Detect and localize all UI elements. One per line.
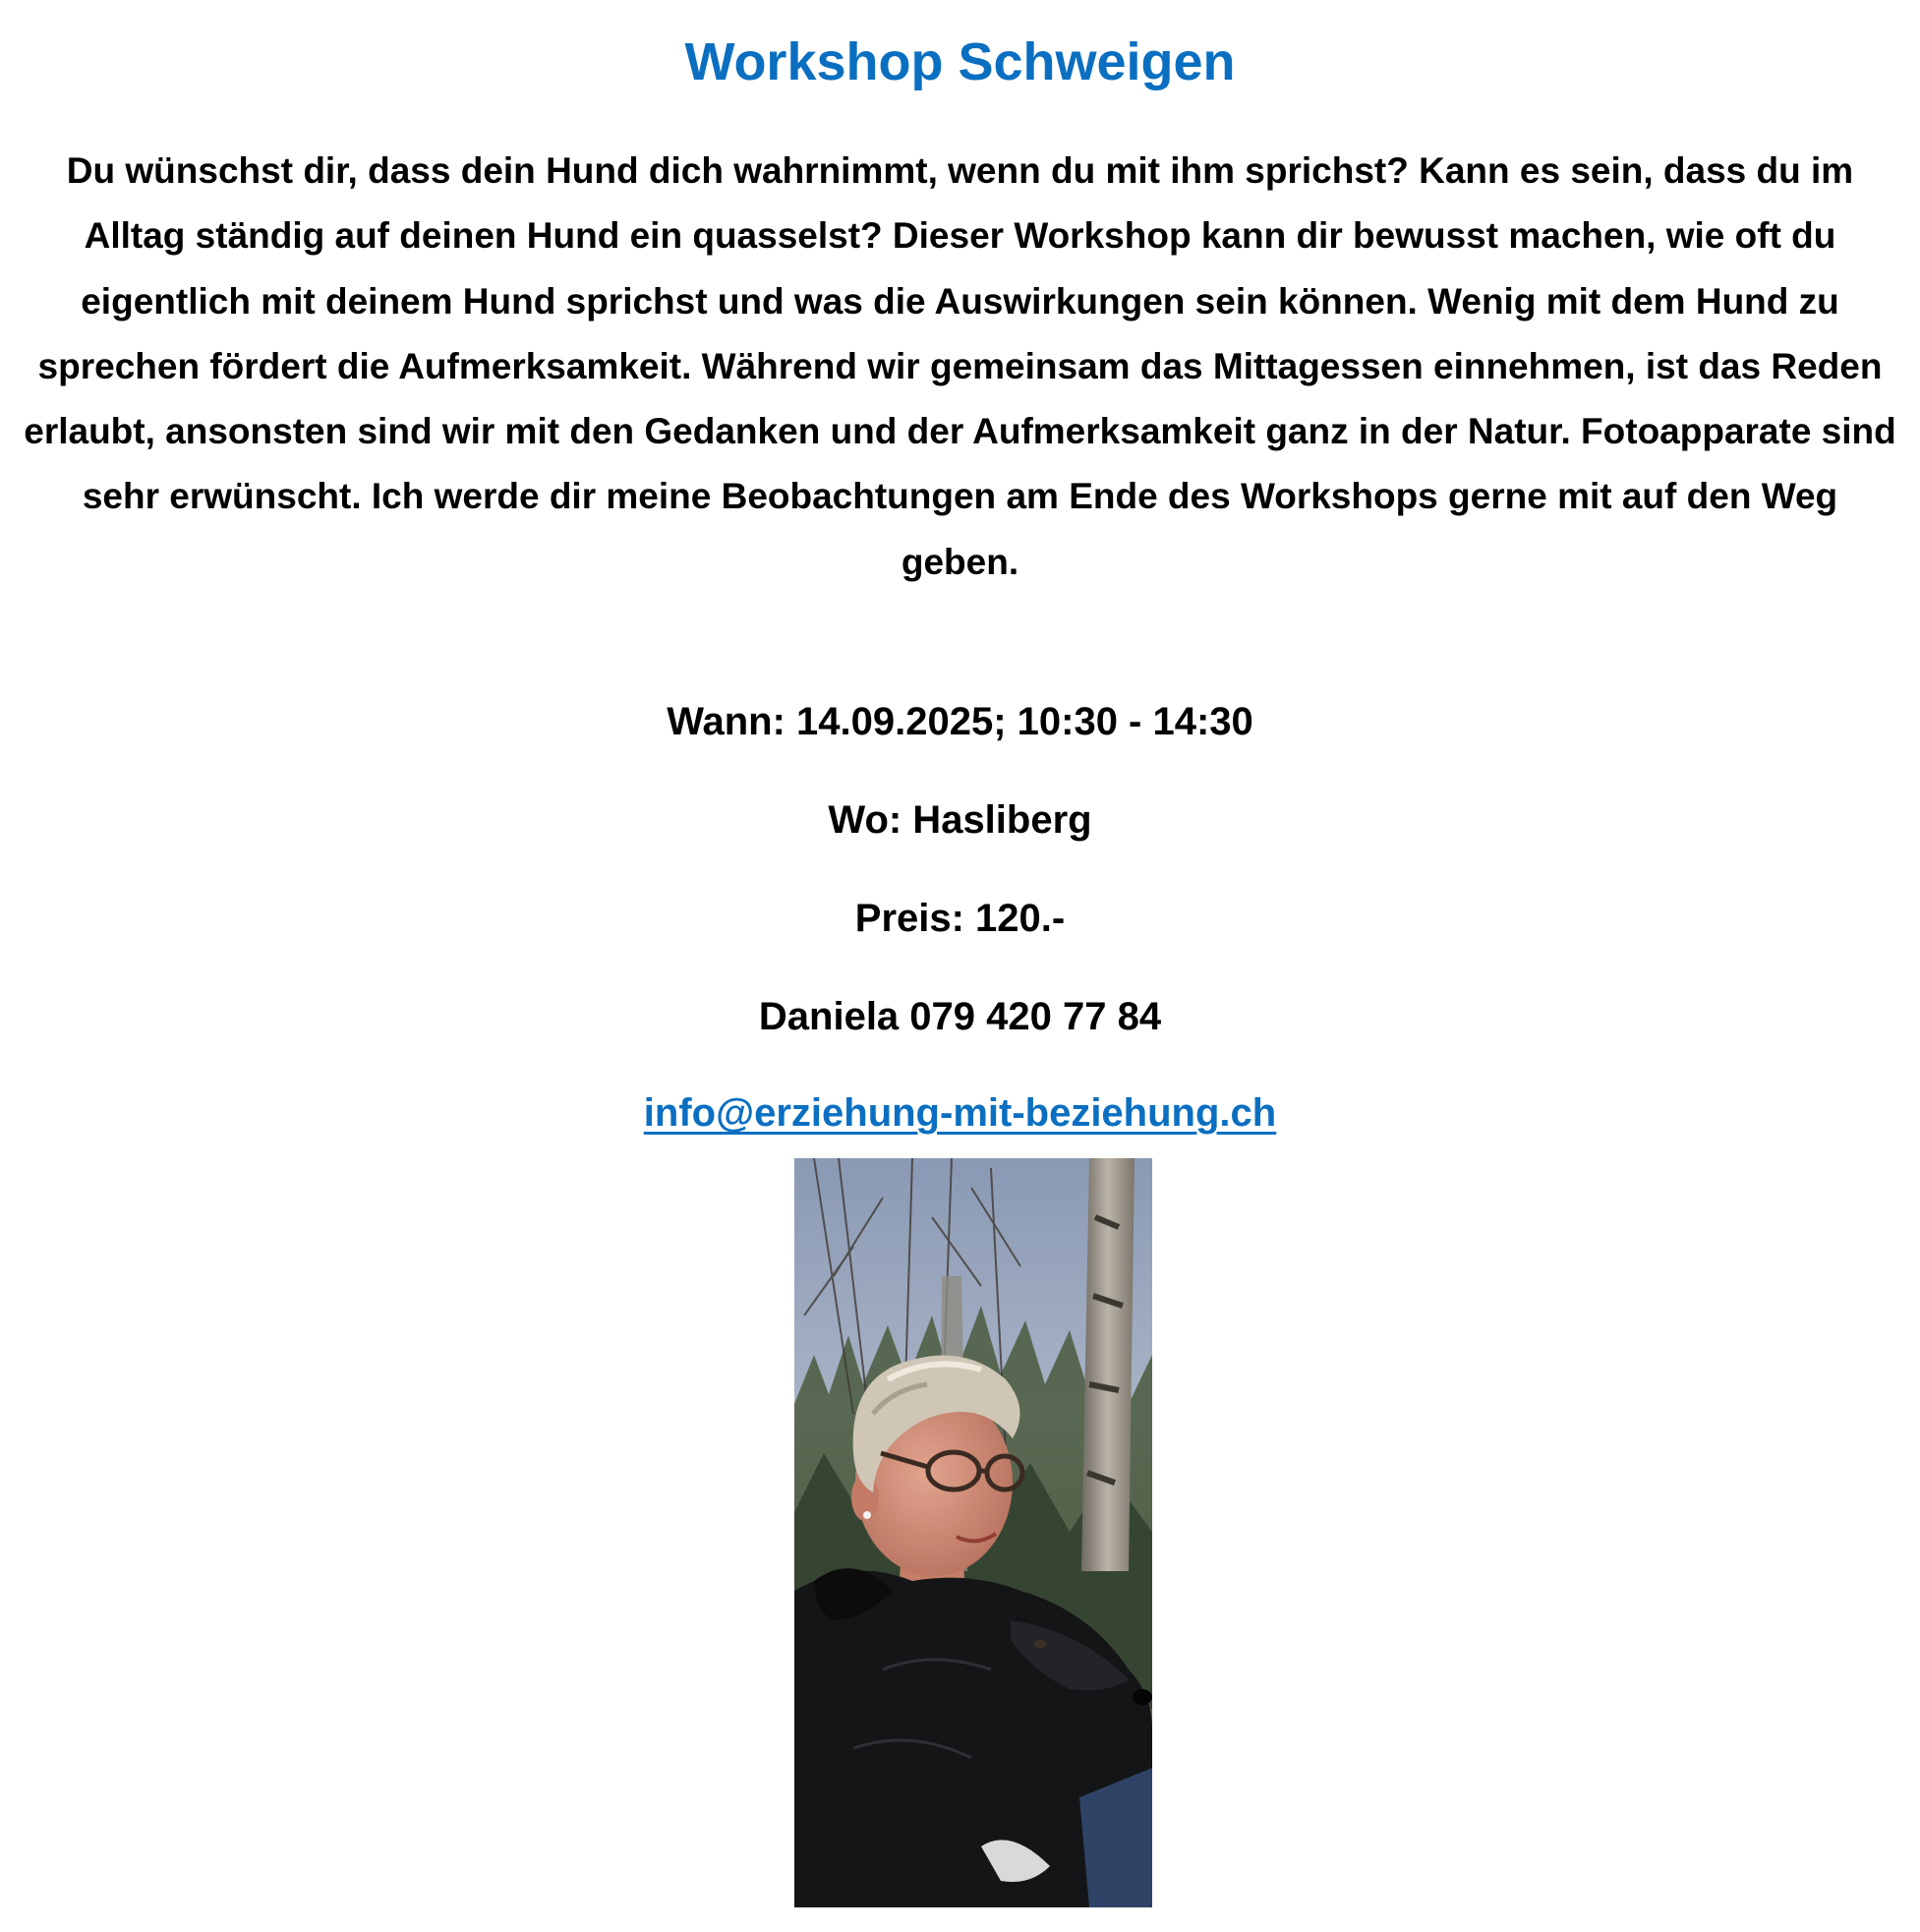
- contact-phone-line: Daniela 079 420 77 84: [758, 995, 1162, 1038]
- email-line: [0, 1085, 1920, 1141]
- intro-paragraph: Du wünschst dir, dass dein Hund dich wahrnimmt, wenn du mit ihm sprichst? Kann es sein, dass du im Alltag ständig auf deinen Hund ein quasselst? Dieser Workshop kann dir bewusst machen, wie oft du eigentlich mit deinem Hund sprichst und was die Auswirkungen sein können. Wenig mit dem Hund zu sprechen fördert die Aufmerksamkeit. Während wir gemeinsam das Mittagessen einnehmen, ist das Reden erlaubt, ansonsten sind wir mit den Gedanken und der Aufmerksamkeit ganz in der Natur. Fotoapparate sind sehr erwünscht. Ich werde dir meine Beobachtungen am Ende des Workshops gerne mit auf den Weg geben.: [24, 150, 1896, 582]
- email-link[interactable]: info@erziehung-mit-beziehung.ch: [643, 1091, 1277, 1135]
- photo-woman-with-dog: [794, 1158, 1152, 1907]
- location-line: Wo: Hasliberg: [828, 798, 1092, 842]
- price-line: Preis: 120.-: [854, 897, 1066, 940]
- page-title: Workshop Schweigen: [684, 32, 1236, 91]
- date-time-line: Wann: 14.09.2025; 10:30 - 14:30: [667, 700, 1253, 743]
- photo-illustration: [794, 1158, 1152, 1907]
